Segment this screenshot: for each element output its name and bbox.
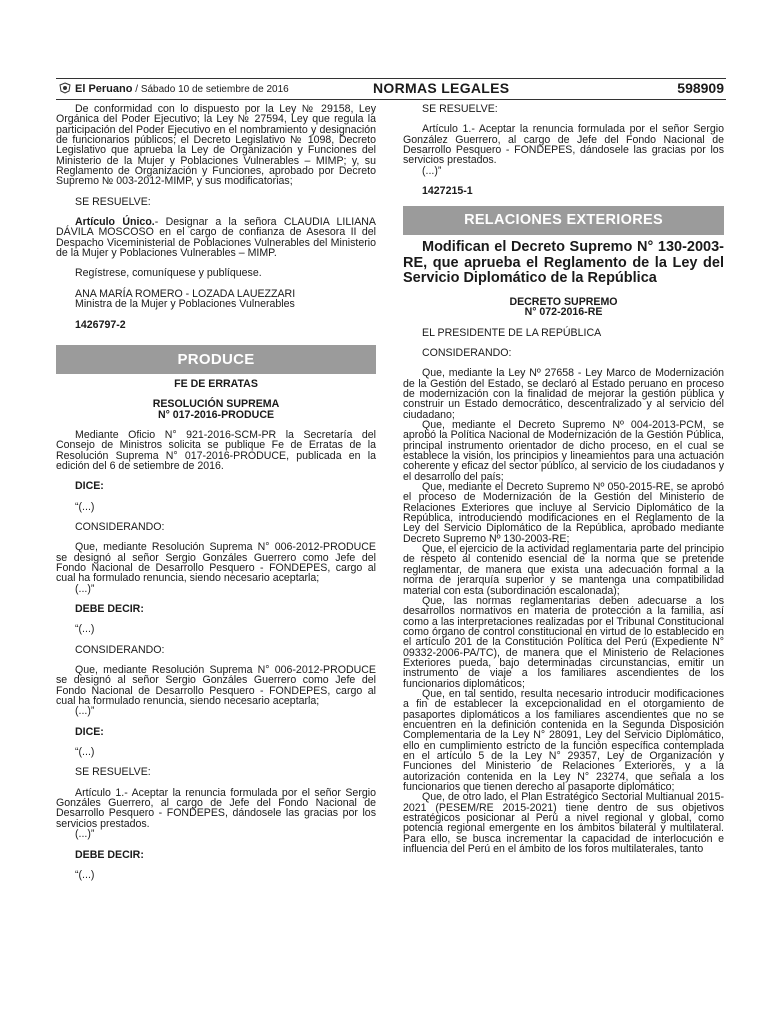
- section-title: NORMAS LEGALES: [373, 80, 510, 96]
- publication-date: Sábado 10 de setiembre de 2016: [140, 84, 289, 95]
- right-column: [403, 104, 724, 854]
- quote-open: “(...): [75, 746, 95, 759]
- considerando-paragraph: Que, mediante Resolución Suprema N° 006-2012-PRODUCE se designó al señor Sergio Gonzáles Guerrero como Jefe del Fondo Nacional de Desarrollo Pesquero - FONDEPES, cargo al cual ha formulado renuncia, siendo necesario aceptarla;: [56, 541, 376, 585]
- produce-banner: PRODUCE: [56, 345, 376, 374]
- quote-open: “(...): [75, 623, 95, 636]
- considerando-paragraph: Que, el ejercicio de la actividad reglamentaria parte del principio de respeto al contenido esencial de la norma que se pretende reglamentar, de manera que exista una adecuación formal a la norma de jerarquía superior y se mantenga una compatibilidad material con esta (subordinación escalonada);: [403, 543, 724, 597]
- quote-open: “(...): [75, 500, 95, 513]
- quote-close: (...)”: [75, 705, 95, 718]
- quote-close: (...)”: [422, 164, 442, 177]
- page-number: 598909: [677, 80, 724, 96]
- articulo-unico-label: Artículo Único.: [75, 216, 155, 229]
- se-resuelve-heading: SE RESUELVE:: [75, 195, 151, 208]
- resolucion-number: N° 017-2016-PRODUCE: [157, 408, 275, 421]
- decreto-title: DECRETO SUPREMO: [509, 295, 618, 308]
- considerando-paragraph: Que, las normas reglamentarias deben adecuarse a los desarrollos normativos en materia de protección a la familia, así como a las interpretaciones realizadas por el Tribunal Constitucional como órgano de control constitucional en virtud de lo establecido en el artículo 201 de la Constitución Política del Perú (Expediente N° 09332-2006-PA/TC), de manera que el Ministerio de Relaciones Exteriores pueda, bajo determinadas circunstancias, emitir un instrumento de viaje a los familiares ascendientes de los funcionarios diplomáticos;: [403, 594, 724, 690]
- considerando-heading: CONSIDERANDO:: [75, 520, 165, 533]
- quote-close: (...)”: [75, 828, 95, 841]
- resolucion-title: RESOLUCIÓN SUPREMA: [152, 398, 280, 411]
- considerando-paragraph: Que, mediante Resolución Suprema N° 006-2012-PRODUCE se designó al señor Sergio Gonzáles Guerrero como Jefe del Fondo Nacional de Desarrollo Pesquero - FONDEPES, cargo al cual ha formulado renuncia, siendo necesario aceptarla;: [56, 664, 376, 708]
- articulo-1-paragraph: Artículo 1.- Aceptar la renuncia formulada por el señor Sergio Gonzáles Guerrero, al cargo de Jefe del Fondo Nacional de Desarrollo Pesquero - FONDEPES, dándosele las gracias por los servicios prestados.: [56, 786, 376, 830]
- considerando-heading: CONSIDERANDO:: [75, 643, 165, 656]
- document-code: 1427215-1: [422, 185, 473, 198]
- quote-open: “(...): [75, 868, 95, 881]
- decreto-number: N° 072-2016-RE: [524, 306, 603, 319]
- publication-info: El Peruano / Sábado 10 de setiembre de 2016: [58, 82, 289, 95]
- left-column: [56, 104, 376, 880]
- dice-heading: DICE:: [75, 480, 104, 493]
- coat-of-arms-icon: [58, 82, 72, 94]
- considerando-paragraph: Que, en tal sentido, resulta necesario introducir modificaciones a fin de establecer la excepcionalidad en el otorgamiento de pasaportes diplomáticos a los familiares ascendientes que no se encuentren en la definición contenida en la Segunda Disposición Complementaria de la Ley N° 28091, Ley del Servicio Diplomático, ello en cumplimiento estricto de la función específica contemplada en el artículo 5 de la Ley N° 29357, Ley de Organización y Funciones del Ministerio de Relaciones Exteriores, y a la autorización contenida en la Ley N° 23274, que señala a los funcionarios que tienen derecho al pasaporte diplomático;: [403, 687, 724, 794]
- mediante-paragraph: Mediante Oficio N° 921-2016-SCM-PR la Secretaría del Consejo de Ministros solicita se publique Fe de Erratas de la Resolución Suprema N° 017-2016-PRODUCE, publicada en la edición del 6 de setiembre de 2016.: [56, 428, 376, 472]
- intro-paragraph: De conformidad con lo dispuesto por la Ley № 29158, Ley Orgánica del Poder Ejecutivo; la Ley № 27594, Ley que regula la participación del Poder Ejecutivo en el nombramiento y designación de funcionarios públicos; el Decreto Legislativo № 1098, Decreto Legislativo que aprueba la Ley de Organización y Funciones del Ministerio de la Mujer y Poblaciones Vulnerables – MIMP; y, su Reglamento de Organización y Funciones, aprobado por Decreto Supremo № 003-2012-MIMP, y sus modificatorias;: [56, 103, 376, 188]
- considerando-paragraph: Que, mediante el Decreto Supremo Nº 004-2013-PCM, se aprobó la Política Nacional de Modernización de la Gestión Pública, principal instrumento orientador de dicho proceso, en el cual se establece la visión, los principios y lineamientos para una actuación coherente y eficaz del sector público, al servicio de los ciudadanos y el desarrollo del país;: [403, 419, 724, 483]
- headline: Modifican el Decreto Supremo N° 130-2003-RE, que aprueba el Reglamento de la Ley del Servicio Diplomático de la República: [403, 239, 724, 287]
- considerando-paragraph: Que, de otro lado, el Plan Estratégico Sectorial Multianual 2015-2021 (PESEM/RE 2015-2021) tiene dentro de sus objetivos estratégicos posicionar al Perú a nivel regional y global, como potencia regional emergente en los ámbitos bilateral y multilateral. Para ello, se busca incrementar la capacidad de interlocución e influencia del Perú en el ámbito de los foros multilaterales, tanto: [403, 791, 724, 856]
- signatory-title: Ministra de la Mujer y Poblaciones Vulnerables: [75, 298, 295, 311]
- signatory-name: ANA MARÍA ROMERO - LOZADA LAUEZZARI: [75, 287, 296, 300]
- debe-decir-heading: DEBE DECIR:: [75, 848, 144, 861]
- quote-close: (...)”: [75, 582, 95, 595]
- document-code: 1426797-2: [75, 318, 126, 331]
- articulo-unico: [56, 217, 376, 258]
- fe-de-erratas-title: FE DE ERRATAS: [174, 377, 258, 390]
- dice-heading: DICE:: [75, 725, 104, 738]
- debe-decir-heading: DEBE DECIR:: [75, 603, 144, 615]
- articulo-1-paragraph: Artículo 1.- Aceptar la renuncia formulada por el señor Sergio González Guerrero, al cargo de Jefe del Fondo Nacional de Desarrollo Pesquero - FONDEPES, dándosele las gracias por los servicios prestados.: [403, 123, 724, 167]
- publication-name: El Peruano: [75, 83, 133, 95]
- relaciones-exteriores-banner: RELACIONES EXTERIORES: [403, 206, 724, 235]
- considerando-paragraph: Que, mediante la Ley Nº 27658 - Ley Marco de Modernización de la Gestión del Estado, se declaró al Estado peruano en proceso de modernización con la finalidad de mejorar la gestión pública y construir un Estado democrático, descentralizado y al servicio del ciudadano;: [403, 367, 724, 421]
- se-resuelve-heading: SE RESUELVE:: [75, 766, 151, 779]
- articulo-unico-text: - Designar a la señora CLAUDIA LILIANA DÁVILA MOSCOSO en el cargo de confianza de Asesora II del Despacho Viceministerial de Poblaciones Vulnerables del Ministerio de la Mujer y Poblaciones Vulnerables – MIMP.: [56, 216, 376, 260]
- considerando-paragraph: Que, mediante el Decreto Supremo Nº 050-2015-RE, se aprobó el proceso de Modernización de la Gestión del Ministerio de Relaciones Exteriores que incluye al Servicio Diplomático de la República, introduciendo modificaciones en el Reglamento de la Ley del Servicio Diplomático de la República, aprobado mediante Decreto Supremo Nº 130-2003-RE;: [403, 481, 724, 545]
- registrese-text: Regístrese, comuníquese y publíquese.: [75, 267, 262, 280]
- considerando-heading: CONSIDERANDO:: [422, 346, 512, 359]
- presidente-heading: EL PRESIDENTE DE LA REPÚBLICA: [422, 326, 602, 339]
- page-header: [56, 78, 726, 100]
- se-resuelve-heading: SE RESUELVE:: [422, 103, 498, 115]
